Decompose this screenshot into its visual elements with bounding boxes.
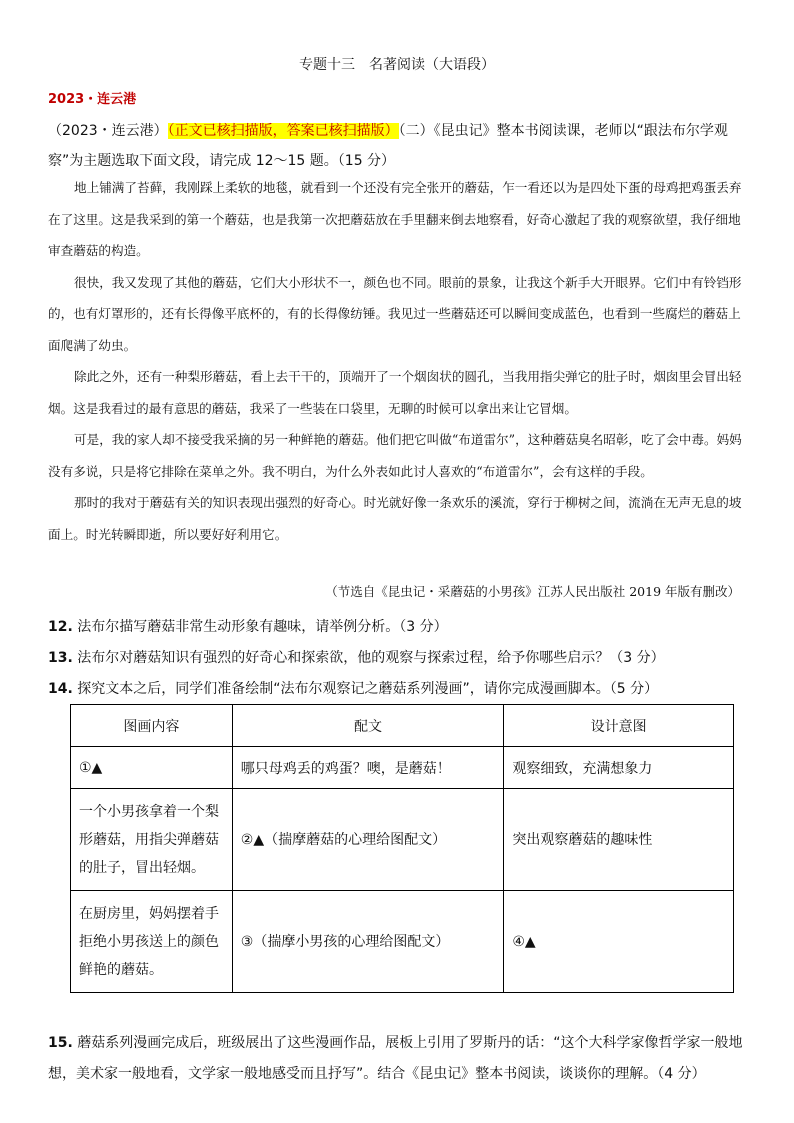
question-13 [48, 643, 748, 674]
header-picture-content: 图画内容 [71, 705, 233, 747]
table-row [71, 789, 734, 891]
passage-paragraph-3: 除此之外，还有一种梨形蘑菇，看上去干干的，顶端开了一个烟囱状的圆孔，当我用指尖弹它的肚子时，烟囱里会冒出轻烟。这是我看过的最有意思的蘑菇，我采了一些装在口袋里，无聊的时候可以拿出来让它冒烟。 [48, 369, 742, 416]
scan-verified-highlight: （正文已核扫描版，答案已核扫描版） [167, 123, 399, 139]
intro-source: （2023・连云港） [48, 123, 168, 139]
cell-caption: ②▲（揣摩蘑菇的心理给图配文） [232, 789, 504, 891]
passage-paragraph-1: 地上铺满了苔藓，我刚踩上柔软的地毯，就看到一个还没有完全张开的蘑菇，乍一看还以为是四处下蛋的母鸡把鸡蛋丢弃在了这里。这是我采到的第一个蘑菇，也是我第一次把蘑菇放在手里翻来倒去地察看，好奇心激起了我的观察欲望，我仔细地审查蘑菇的构造。 [48, 180, 742, 258]
question-number: 14. [48, 681, 73, 697]
question-text: 法布尔描写蘑菇非常生动形象有趣味，请举例分析。（3 分） [77, 619, 448, 635]
cell-picture-content: ①▲ [71, 747, 233, 789]
table-row [71, 891, 734, 993]
intro-paragraph [48, 116, 748, 176]
question-number: 15. [48, 1035, 73, 1051]
question-12 [48, 612, 748, 643]
question-14 [48, 674, 748, 705]
cell-design-intent: 突出观察蘑菇的趣味性 [504, 789, 734, 891]
question-text: 探究文本之后，同学们准备绘制“法布尔观察记之蘑菇系列漫画”，请你完成漫画脚本。（5 分） [77, 681, 659, 697]
passage-paragraph-4: 可是，我的家人却不接受我采摘的另一种鲜艳的蘑菇。他们把它叫做“布道雷尔”，这种蘑菇臭名昭彰，吃了会中毒。妈妈没有多说，只是将它排除在菜单之外。我不明白，为什么外表如此讨人喜欢的“布道雷尔”，会有这样的手段。 [48, 432, 742, 479]
cell-caption: ③（揣摩小男孩的心理给图配文） [232, 891, 504, 993]
cell-picture-content: 一个小男孩拿着一个梨形蘑菇，用指尖弹蘑菇的肚子，冒出轻烟。 [71, 789, 233, 891]
question-number: 13. [48, 650, 73, 666]
cell-design-intent: 观察细致，充满想象力 [504, 747, 734, 789]
header-caption: 配文 [232, 705, 504, 747]
table-row [71, 747, 734, 789]
passage-source-note: （节选自《昆虫记・采蘑菇的小男孩》江苏人民出版社 2019 年版有删改） [325, 584, 740, 599]
question-text: 法布尔对蘑菇知识有强烈的好奇心和探索欲，他的观察与探索过程，给予你哪些启示？（3 分） [77, 650, 665, 666]
cell-caption: 哪只母鸡丢的鸡蛋？噢，是蘑菇！ [232, 747, 504, 789]
question-number: 12. [48, 619, 73, 635]
year-tag: 2023・连云港 [48, 92, 137, 107]
passage-paragraph-2: 很快，我又发现了其他的蘑菇，它们大小形状不一，颜色也不同。眼前的景象，让我这个新手大开眼界。它们中有铃铛形的，也有灯罩形的，还有长得像平底杯的，有的长得像纺锤。我见过一些蘑菇还可以瞬间变成蓝色，也看到一些腐烂的蘑菇上面爬满了幼虫。 [48, 274, 742, 353]
comic-script-table [70, 704, 734, 993]
page-title: 专题十三 名著阅读（大语段） [299, 57, 495, 73]
cell-design-intent: ④▲ [504, 891, 734, 993]
intro-text: （二）《昆虫记》整本书阅读课，老师以“跟法布尔学观察”为主题选取下面文段，请完成 12～15 题。（15 分） [48, 123, 728, 169]
question-text: 蘑菇系列漫画完成后，班级展出了这些漫画作品，展板上引用了罗斯丹的话：“这个大科学家像哲学家一般地想，美术家一般地看，文学家一般地感受而且抒写”。结合《昆虫记》整本书阅读，谈谈你的理解。（4 分） [48, 1035, 743, 1082]
cell-picture-content: 在厨房里，妈妈摆着手拒绝小男孩送上的颜色鲜艳的蘑菇。 [71, 891, 233, 993]
question-15 [48, 1028, 748, 1090]
header-design-intent: 设计意图 [504, 705, 734, 747]
passage-paragraph-5: 那时的我对于蘑菇有关的知识表现出强烈的好奇心。时光就好像一条欢乐的溪流，穿行于柳树之间，流淌在无声无息的坡面上。时光转瞬即逝，所以要好好利用它。 [48, 495, 742, 542]
reading-passage [48, 172, 748, 550]
